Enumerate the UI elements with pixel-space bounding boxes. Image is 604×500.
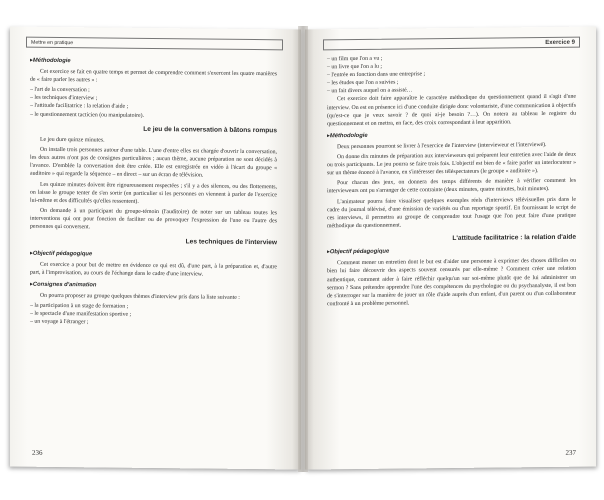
running-header-left: Mettre en pratique (26, 37, 283, 51)
list-item: – le spectacle d'une manifestation sportive ; (30, 310, 132, 318)
list-item: – la participation à un stage de formation ; (30, 302, 129, 310)
list-item: – un voyage à l'étranger ; (30, 318, 89, 326)
list-item: – le questionnement tacticien (ou manipulatoire). (30, 111, 144, 119)
list-item: – l'entrée en fonction dans une entreprise ; (327, 71, 426, 79)
paragraph: On installe trois personnes autour d'une table. L'une d'entre elles est chargée d'ouvrir la conversation, les deux autres n'ont pas de consignes particulières ; aucun thème, aucune préparation ne sont décidés à l'avance. D'emblée la conversation doit être créée. Elle est enregistrée en vidéo à l'écart du groupe « auditoire » qui regarde la séquence – en direct – sur un écran de télévision. (30, 146, 277, 179)
open-book (10, 28, 596, 468)
section-heading: Les techniques de l'interview (185, 238, 277, 247)
section-heading: L'attitude facilitatrice : la relation d'aide (452, 233, 576, 242)
page-number-left: 236 (32, 448, 43, 457)
running-header-right: Exercice 9 (323, 37, 580, 51)
list-item: – les études que l'on a suivies ; (327, 79, 399, 87)
paragraph: On pourra proposer au groupe quelques thèmes d'interview pris dans la liste suivante : (40, 292, 240, 301)
subheading: ▸ Méthodologie (30, 57, 277, 68)
paragraph: On demande à un participant du groupe-témoin (l'auditoire) de noter sur un tableau toutes les interventions qui ont pour fonction de faciliter ou de provoquer l'expression de l'une ou l'autre des personnes qui conversent. (30, 207, 277, 231)
list-item: – l'art de la conversation ; (30, 86, 90, 94)
paragraph: Cet exercice se fait en quatre temps et permet de comprendre comment s'exercent les quatre manières de « faire parler les autres » : (30, 68, 277, 84)
subheading: ▸ Objectif pédagogique (30, 249, 277, 260)
page-number-right: 237 (565, 448, 576, 457)
paragraph: Le jeu dure quinze minutes. (40, 136, 105, 144)
paragraph: On donne dix minutes de préparation aux intervieweurs qui préparent leur entretien avec l'aide de deux ou trois participants. Le jeu pourra se faire trois fois. L'objectif est bien de « faire parler un interlocuteur » sur un thème énoncé à l'avance, en s'intéresser des téléspectateurs (le groupe « auditoire »). (327, 151, 576, 177)
paragraph: Les quinze minutes doivent être rigoureusement respectées ; s'il y a des silences, ou des flottements, on laisse le groupe tenter de s'en sortir (en particulier si les personnes en viennent à parler de l'exercice lui-même et des difficultés qu'elles ressentent). (30, 181, 277, 205)
subheading: ▸ Objectif pédagogique (327, 246, 576, 257)
subheading: ▸ Méthodologie (327, 130, 576, 141)
list-item: – l'attitude facilitatrice : la relation d'aide ; (30, 103, 129, 111)
subheading: ▸ Consignes d'animation (30, 280, 277, 291)
list-item: – les techniques d'interview ; (30, 95, 98, 102)
paragraph: Pour chacun des jeux, on donnera des temps différents de manière à vérifier comment les intervieweurs ont pu s'arranger de cette contrainte (deux minutes, quatre minutes, huit minutes). (327, 177, 576, 195)
section-heading: Le jeu de la conversation à bâtons rompus (143, 125, 277, 134)
list-item: – un fait divers auquel on a assisté… (327, 87, 413, 95)
right-page (305, 26, 596, 469)
paragraph: Cet exercice doit faire apparaître le caractère méthodique du questionnement quand il s'agit d'une interview. On est en présence ici d'une conduite dirigée donc volontariste, d'une communication à objectifs (qu'est-ce que je veux savoir ? de quoi ai-je besoin ?…). On notera au tableau le registre du questionnement et on mettra, en face, des croix correspondant à leur apparition. (327, 94, 576, 128)
list-item: – un livre que l'on a lu ; (327, 63, 382, 71)
paragraph: Comment mener un entretien dont le but est d'aider une personne à exprimer des choses difficiles ou bien lui faire découvrir des aspects souvent censurés par elle-même ? Comment créer une relation authentique, comment aider à faire réfléchir quelqu'un sur soi-même plutôt que de lui administrer un sermon ? Sans prétendre apprendre l'une des compétences du psychologue ou du psychanalyste, il est bon de s'interroger sur la manière de jouer un rôle d'aide auprès d'un enfant, d'un parent ou d'un collaborateur confronté à un problème personnel. (327, 258, 576, 308)
paragraph: Cet exercice a pour but de mettre en évidence ce qui est dû, d'une part, à la préparation et, d'autre part, à l'improvisation, au cours de l'échange dans le cadre d'une interview. (30, 261, 277, 278)
left-page (10, 26, 301, 469)
paragraph: L'animateur pourra faire visualiser quelques exemples réels d'interviews télévisuelles pris dans le cadre du journal télévisé, d'une émission de variétés ou d'un reportage sportif. En fournissant le script de ces interviews, il permettra au groupe de comprendre tout l'usage que l'on peut faire d'une pratique méthodique du questionnement. (327, 196, 576, 230)
list-item: – un film que l'on a vu ; (327, 55, 383, 63)
right-page-text (327, 53, 576, 446)
paragraph: Deux personnes pourront se livrer à l'exercice de l'interview (intervieweur et l'interviewé). (337, 141, 547, 151)
book-spine (298, 26, 308, 472)
left-page-text (30, 53, 277, 446)
